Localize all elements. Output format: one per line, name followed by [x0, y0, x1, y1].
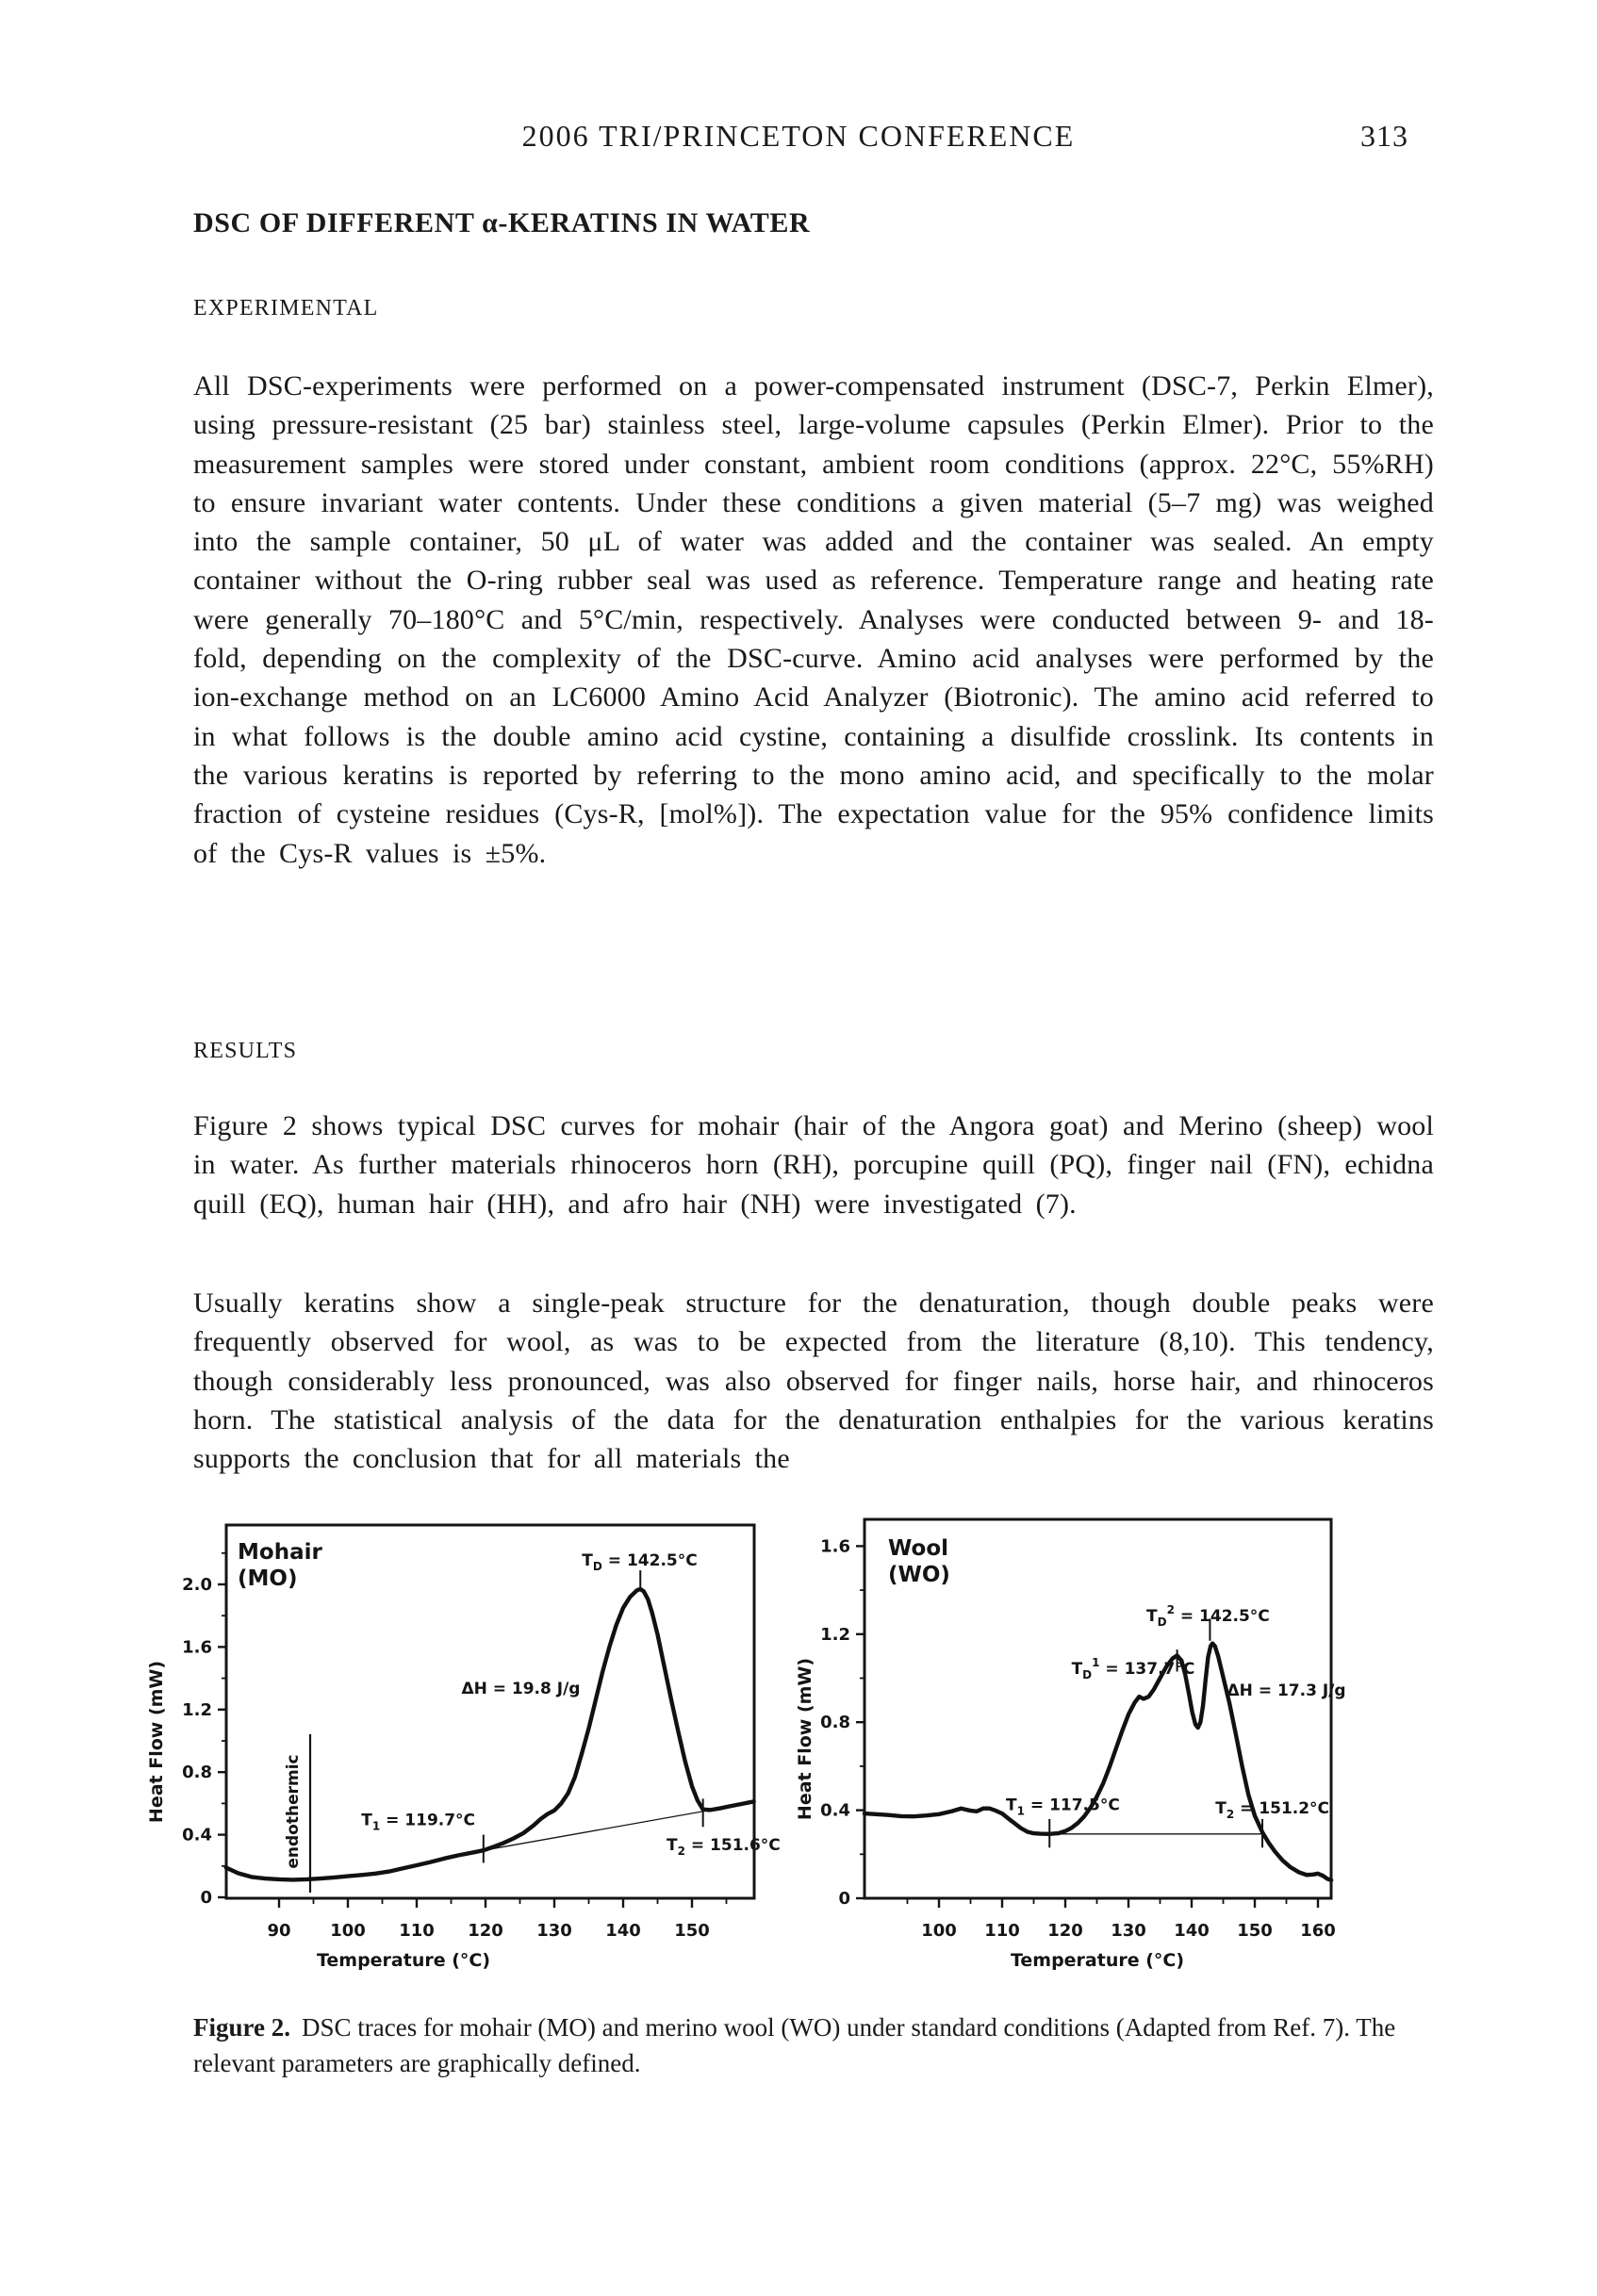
y-tick-label: 0.8 [182, 1763, 212, 1783]
x-tick-label: 120 [468, 1921, 503, 1941]
x-tick-label: 150 [674, 1921, 710, 1941]
x-tick-label: 110 [399, 1921, 435, 1941]
y-tick-label: 1.2 [182, 1699, 212, 1720]
x-tick-label: 140 [605, 1921, 641, 1941]
x-tick-label: 90 [267, 1921, 291, 1941]
chart-title: (WO) [888, 1563, 950, 1587]
y-tick-label: 1.2 [820, 1624, 850, 1645]
annotation: $T_1 = 117.5^\circ C$ [1006, 1796, 1120, 1818]
heading-experimental: EXPERIMENTAL [193, 296, 379, 320]
x-axis-title: Temperature (°C) [1010, 1950, 1185, 1971]
y-tick-label: 0 [838, 1889, 850, 1909]
mohair-chart [146, 1525, 781, 1971]
x-tick-label: 100 [330, 1921, 366, 1941]
page-number: 313 [1360, 119, 1408, 153]
y-tick-label: 0.4 [182, 1825, 212, 1845]
x-tick-label: 130 [1111, 1921, 1146, 1941]
results-paragraph-1: Figure 2 shows typical DSC curves for mohair (hair of the Angora goat) and Merino (sheep) wool in water. As further materials rhinoceros horn (RH), porcupine quill (PQ), finger nail (FN), echidna quill (EQ), human hair (HH), and afro hair (NH) were investigated (7). [193, 1110, 1434, 1220]
x-tick-label: 120 [1047, 1921, 1083, 1941]
endothermic-label: endothermic [284, 1754, 303, 1869]
y-axis-title: Heat Flow (mW) [146, 1660, 167, 1824]
y-tick-label: 0.4 [820, 1800, 850, 1821]
wool-chart [795, 1519, 1346, 1971]
x-tick-label: 160 [1300, 1921, 1336, 1941]
annotation: $T_D^2 = 142.5^\circ C$ [1146, 1602, 1270, 1629]
dsc-curve [864, 1644, 1331, 1880]
figure-caption-label: Figure 2. [193, 2013, 290, 2042]
y-tick-label: 2.0 [182, 1575, 212, 1595]
x-tick-label: 150 [1237, 1921, 1273, 1941]
section-title: DSC OF DIFFERENT α-KERATINS IN WATER [193, 207, 811, 238]
chart-title: Wool [888, 1536, 949, 1561]
annotation: $T_1 = 119.7^\circ C$ [361, 1811, 476, 1833]
y-tick-label: 0.8 [820, 1713, 850, 1733]
y-axis-title: Heat Flow (mW) [795, 1657, 815, 1821]
y-tick-label: 1.6 [820, 1536, 850, 1557]
running-head: 2006 TRI/PRINCETON CONFERENCE [521, 119, 1076, 153]
y-tick-label: 0 [200, 1888, 212, 1908]
annotation: $T_D = 142.5^\circ C$ [582, 1551, 698, 1574]
x-tick-label: 100 [921, 1921, 957, 1941]
heading-results: RESULTS [193, 1039, 298, 1063]
results-paragraph-2: Usually keratins show a single-peak structure for the denaturation, though double peaks were frequently observed for wool, as was to be expected from the literature (8,10). This tendency, though considerably less pronounced, was also observed for finger nails, horse hair, and rhinoceros horn. The statistical analysis of the data for the denaturation enthalpies for the various keratins supports the conclusion that for all materials the [193, 1287, 1434, 1475]
chart-title: (MO) [238, 1566, 298, 1591]
experimental-paragraph: All DSC-experiments were performed on a power-compensated instrument (DSC-7, Perkin Elmer), using pressure-resistant (25 bar) stainless steel, large-volume capsules (Perkin Elmer). Prior to the measurement samples were stored under constant, ambient room conditions (approx. 22°C, 55%RH) to ensure invariant water contents. Under these conditions a given material (5–7 mg) was weighed into the sample container, 50 μL of water was added and the container was sealed. An empty container without the O-ring rubber seal was used as reference. Temperature range and heating rate were generally 70–180°C and 5°C/min, respectively. Analyses were conducted between 9- and 18-fold, depending on the complexity of the DSC-curve. Amino acid analyses were performed by the ion-exchange method on an LC6000 Amino Acid Analyzer (Biotronic). The amino acid referred to in what follows is the double amino acid cystine, containing a disulfide crosslink. Its contents in the various keratins is reported by referring to the mono amino acid, and specifically to the molar fraction of cysteine residues (Cys-R, [mol%]). The expectation value for the 95% confidence limits of the Cys-R values is ±5%. [193, 370, 1434, 869]
annotation: $T_D^1 = 137.7^\circ C$ [1071, 1655, 1195, 1681]
x-tick-label: 110 [984, 1921, 1020, 1941]
x-axis-title: Temperature (°C) [316, 1950, 491, 1971]
annotation: ΔH = 19.8 J/g [461, 1680, 581, 1699]
x-tick-label: 140 [1174, 1921, 1210, 1941]
figure-caption-text: DSC traces for mohair (MO) and merino wool (WO) under standard conditions (Adapted from Ref. 7). The relevant parameters are graphically defined. [193, 2013, 1396, 2077]
chart-title: Mohair [238, 1540, 322, 1565]
annotation: $T_2 = 151.6^\circ C$ [666, 1836, 781, 1859]
annotation: $T_2 = 151.2^\circ C$ [1215, 1799, 1330, 1822]
figure-caption [193, 2009, 1434, 2081]
x-tick-label: 130 [536, 1921, 572, 1941]
y-tick-label: 1.6 [182, 1637, 212, 1658]
annotation: ΔH = 17.3 J/g [1227, 1681, 1346, 1701]
